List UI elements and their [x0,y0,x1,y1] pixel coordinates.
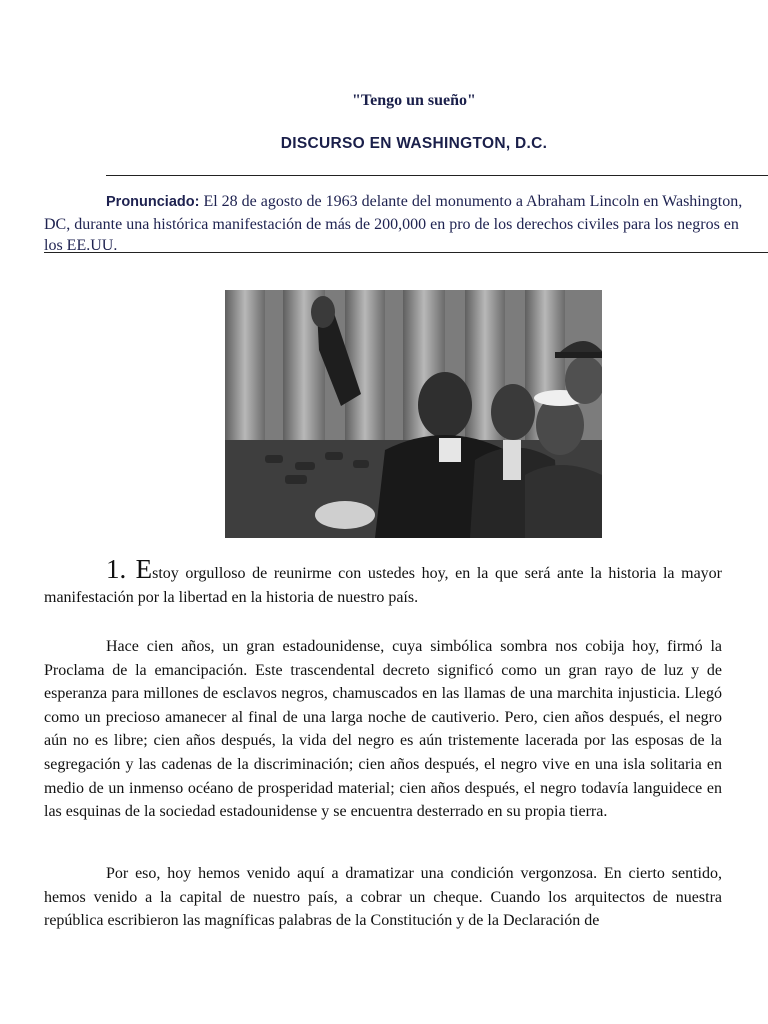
paragraph-3: Por eso, hoy hemos venido aquí a dramatizar una condición vergonzosa. En cierto sentido, hemos venido a la capital de nuestro país, a cobrar un cheque. Cuando los arquitectos de nuestra república escribieron las magníficas palabras de la Constitución y de la Declaración de [44,865,722,930]
document-subtitle: DISCURSO EN WASHINGTON, D.C. [280,135,548,152]
paragraph-1 [44,554,723,609]
paragraph-1-text: stoy orgulloso de reunirme con ustedes hoy, en la que será ante la historia la mayor manifestación por la libertad en la historia de nuestro país. [44,565,723,606]
intro-text: El 28 de agosto de 1963 delante del monumento a Abraham Lincoln en Washington, DC, durante una histórica manifestación de más de 200,000 en pro de los derechos civiles para los negros en los EE.UU. [44,193,743,254]
paragraph-2: Hace cien años, un gran estadounidense, cuya simbólica sombra nos cobija hoy, firmó la Proclama de la emancipación. Este trascendental decreto significó como un gran rayo de luz y de esperanza para millones de esclavos negros, chamuscados en las llamas de una marchita injusticia. Llegó como un precioso amanecer al final de una larga noche de cautiverio. Pero, cien años después, el negro aún no es libre; cien años después, la vida del negro es aún tristemente lacerada por las esposas de la segregación y las cadenas de la discriminación; cien años después, el negro vive en una isla solitaria en medio de un inmenso océano de prosperidad material; cien años después, el negro todavía languidece en las esquinas de la sociedad estadounidense y se encuentra desterrado en su propia tierra. [44,638,722,821]
paragraph-number: 1. [106,554,136,584]
top-rule [106,175,768,176]
paragraph-initial: E [135,554,153,584]
intro-label: Pronunciado: [106,194,200,210]
bottom-rule [44,252,768,253]
document-title: "Tengo un sueño" [352,92,476,109]
speech-photograph [225,290,602,538]
intro-paragraph [44,191,744,257]
